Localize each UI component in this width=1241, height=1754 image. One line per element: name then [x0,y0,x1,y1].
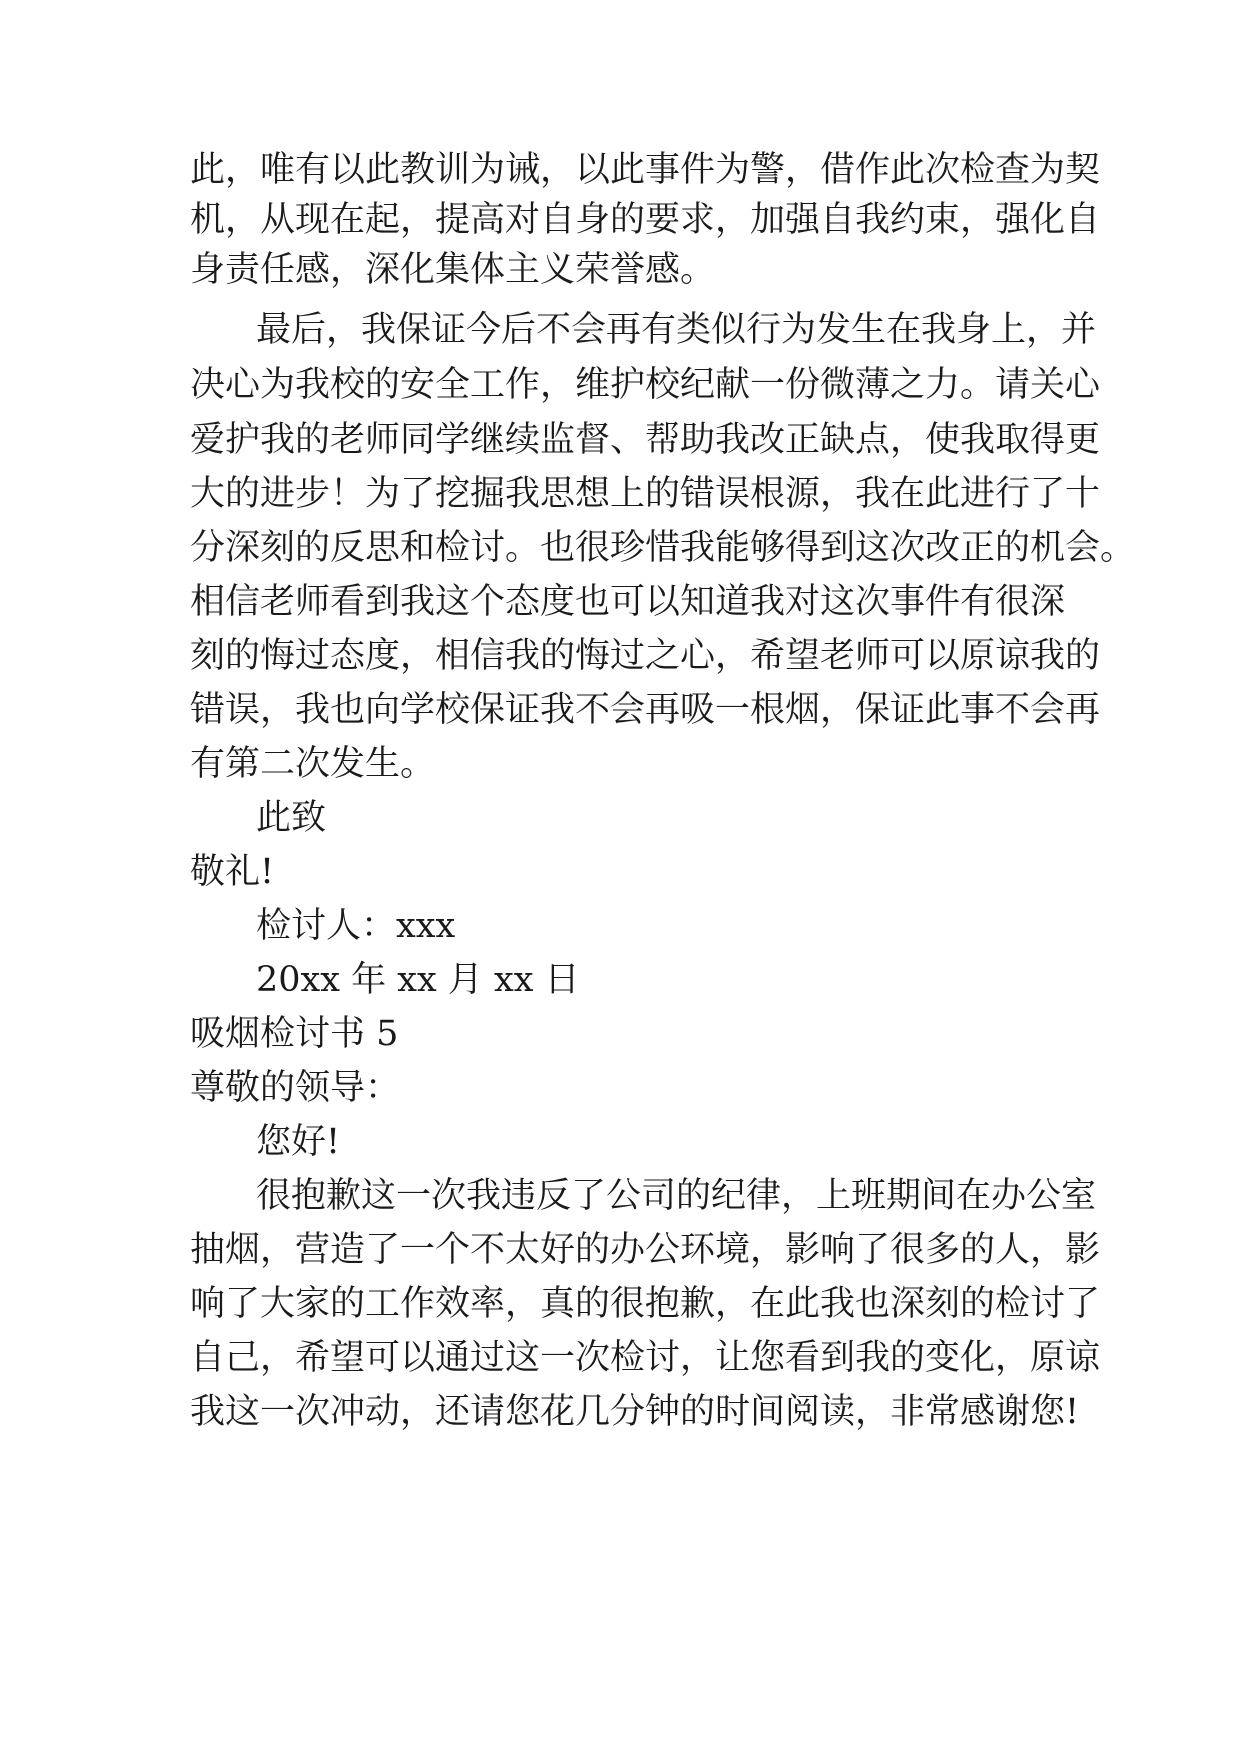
paragraph-3-line-5: 我这一次冲动，还请您花几分钟的时间阅读，非常感谢您! [190,1392,1080,1432]
salute-line: 敬礼! [190,852,275,892]
paragraph-3-line-3: 响了大家的工作效率，真的很抱歉，在此我也深刻的检讨了 [190,1284,1101,1324]
paragraph-2-line-3: 爱护我的老师同学继续监督、帮助我改正缺点，使我取得更 [190,420,1101,460]
paragraph-2-line-9: 有第二次发生。 [190,744,436,784]
signer-line: 检讨人：xxx [256,906,456,946]
date-line: 20xx 年 xx 月 xx 日 [256,960,580,1000]
closing-line: 此致 [256,798,327,838]
paragraph-2-line-4: 大的进步！为了挖掘我思想上的错误根源，我在此进行了十 [190,474,1101,514]
addressee-line: 尊敬的领导： [190,1068,401,1108]
paragraph-2-line-5: 分深刻的反思和检讨。也很珍惜我能够得到这次改正的机会。 [190,528,1136,568]
paragraph-2-line-2: 决心为我校的安全工作，维护校纪献一份微薄之力。请关心 [190,365,1101,405]
paragraph-2-line-6: 相信老师看到我这个态度也可以知道我对这次事件有很深 [190,582,1066,622]
section-title: 吸烟检讨书 5 [190,1014,399,1054]
paragraph-3-line-4: 自己，希望可以通过这一次检讨，让您看到我的变化，原谅 [190,1338,1101,1378]
paragraph-2-line-7: 刻的悔过态度，相信我的悔过之心，希望老师可以原谅我的 [190,636,1101,676]
greeting-line: 您好! [256,1122,341,1162]
paragraph-2-line-1: 最后，我保证今后不会再有类似行为发生在我身上，并 [256,310,1097,350]
paragraph-3-line-2: 抽烟，营造了一个不太好的办公环境，影响了很多的人，影 [190,1230,1101,1270]
paragraph-3-line-1: 很抱歉这一次我违反了公司的纪律，上班期间在办公室 [256,1176,1097,1216]
paragraph-1-line-3: 身责任感，深化集体主义荣誉感。 [190,250,716,290]
paragraph-2-line-8: 错误，我也向学校保证我不会再吸一根烟，保证此事不会再 [190,690,1101,730]
paragraph-1-line-2: 机，从现在起，提高对自身的要求，加强自我约束，强化自 [190,200,1101,240]
paragraph-1-line-1: 此，唯有以此教训为诫，以此事件为警，借作此次检查为契 [190,150,1101,190]
